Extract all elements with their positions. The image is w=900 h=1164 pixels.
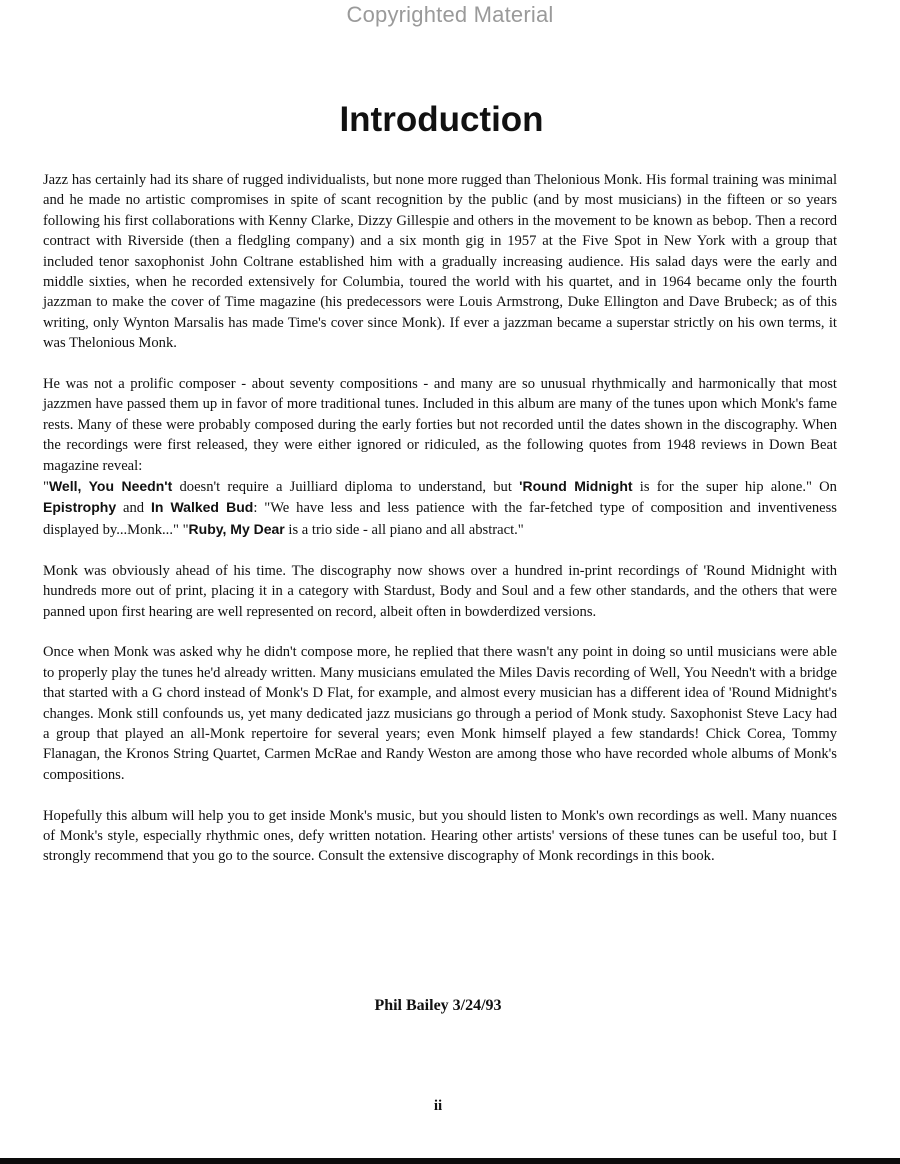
body-text bbox=[43, 170, 837, 887]
paragraph-1: Jazz has certainly had its share of rugged individualists, but none more rugged than Thelonious Monk. His formal training was minimal and he made no artistic compromises in spite of scant recognition by the public (and by most musicians) in the fifteen or so years following his first collaborations with Kenny Clarke, Dizzy Gillespie and others in the movement to be known as bebop. Then a record contract with Riverside (then a fledgling company) and a six month gig in 1957 at the Five Spot in New York with a group that included tenor saxophonist John Coltrane established him with a gradually increasing audience. His salad days were the early and middle sixties, when he recorded extensively for Columbia, toured the world with his quartet, and in 1964 became only the fourth jazzman to make the cover of Time magazine (his predecessors were Louis Armstrong, Duke Ellington and Dave Brubeck; as of this writing, only Wynton Marsalis has made Time's cover since Monk). If ever a jazzman became a superstar strictly on his own terms, it was Thelonious Monk. bbox=[43, 172, 837, 352]
quote-segment: : "We have less and less patience with the far-fetched type of composition and inventiveness displayed by...Monk..." " bbox=[43, 500, 837, 538]
quote-segment: and bbox=[116, 500, 151, 517]
quote-segment: is a trio side - all piano and all abstract." bbox=[284, 521, 524, 538]
paragraph-3: Monk was obviously ahead of his time. The discography now shows over a hundred in-print recordings of 'Round Midnight with hundreds more out of print, placing it in a category with Stardust, Body and Soul and a few other standards, and the others that were panned upon first hearing are well represented on record, albeit often in bowderdized versions. bbox=[43, 562, 837, 620]
tune-title-epistrophy: Epistrophy bbox=[43, 499, 117, 516]
tune-title-well-you-neednt: Well, You Needn't bbox=[48, 478, 173, 495]
quote-segment: doesn't require a Juilliard diploma to understand, but bbox=[172, 479, 520, 496]
bottom-rule bbox=[0, 1158, 900, 1164]
tune-title-round-midnight: 'Round Midnight bbox=[519, 478, 633, 495]
copyright-watermark: Copyrighted Material bbox=[346, 2, 554, 27]
quote-segment: is for the super hip alone." On bbox=[632, 479, 837, 496]
paragraph-2 bbox=[43, 374, 837, 540]
page-title: Introduction bbox=[339, 100, 544, 139]
page-number: ii bbox=[433, 1098, 443, 1114]
tune-title-ruby-my-dear: Ruby, My Dear bbox=[188, 520, 285, 537]
paragraph-4: Once when Monk was asked why he didn't compose more, he replied that there wasn't any point in doing so until musicians were able to properly play the tunes he'd already written. Many musicians emulated the Miles Davis recording of Well, You Needn't with a bridge that started with a G chord instead of Monk's D Flat, for example, and almost every musician has a different idea of 'Round Midnight's changes. Monk still confounds us, yet many dedicated jazz musicians go through a period of Monk study. Saxophonist Steve Lacy had a group that played an all-Monk repertoire for several years; even Monk himself played a few standards! Chick Corea, Tommy Flanagan, the Kronos String Quartet, Carmen McRae and Randy Weston are among those who have recorded whole albums of Monk's compositions. bbox=[43, 644, 837, 783]
tune-title-in-walked-bud: In Walked Bud bbox=[150, 499, 254, 516]
author-signature: Phil Bailey 3/24/93 bbox=[374, 997, 502, 1014]
paragraph-2-intro: He was not a prolific composer - about seventy compositions - and many are so unusual rhythmically and harmonically that most jazzmen have passed them up in favor of more traditional tunes. Included in this album are many of the tunes upon which Monk's fame rests. Many of these were probably composed during the early forties but not recorded until the dates shown in the discography. When the recordings were first released, they were either ignored or ridiculed, as the following quotes from 1948 reviews in Down Beat magazine reveal: bbox=[43, 376, 837, 474]
quote-open: " bbox=[43, 479, 49, 496]
paragraph-5: Hopefully this album will help you to get inside Monk's music, but you should listen to Monk's own recordings as well. Many nuances of Monk's style, especially rhythmic ones, defy written notation. Hearing other artists' versions of these tunes can be useful too, but I strongly recommend that you go to the source. Consult the extensive discography of Monk recordings in this book. bbox=[43, 807, 837, 865]
